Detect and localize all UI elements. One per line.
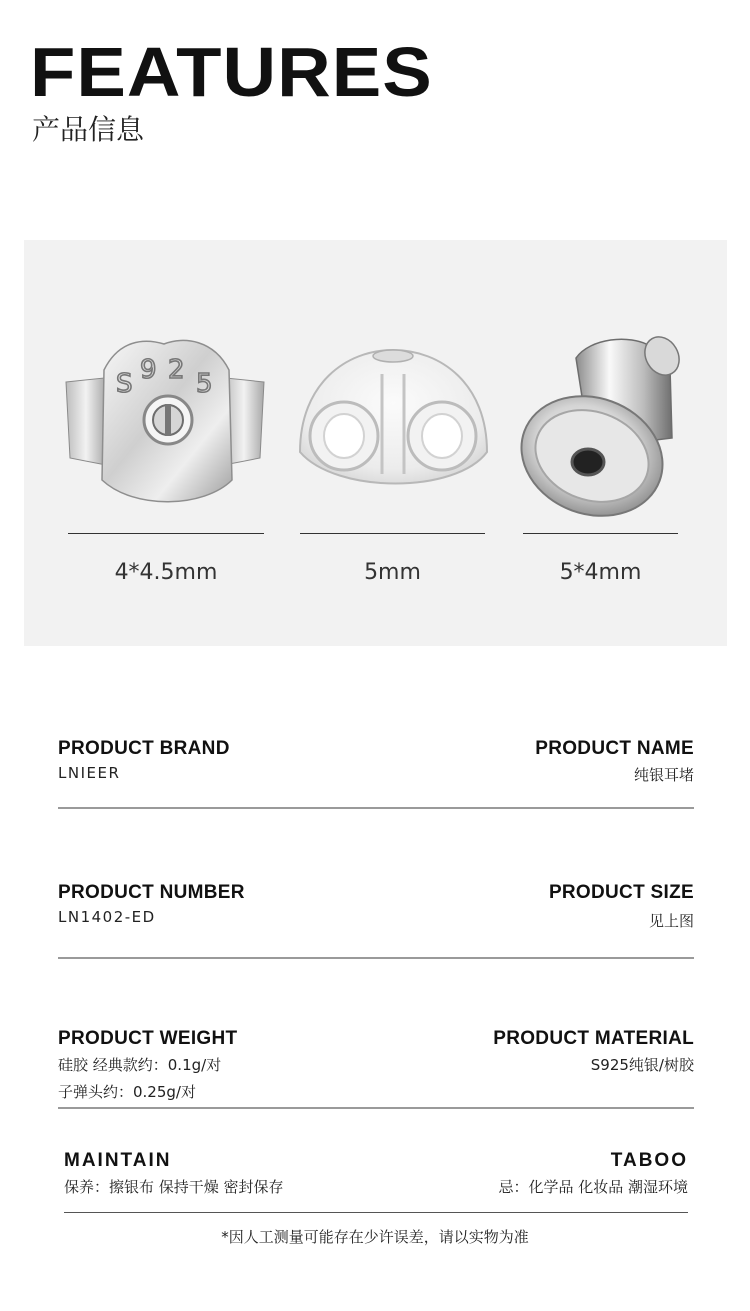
dimension-line-3 xyxy=(523,533,678,534)
size-heading: PRODUCT SIZE xyxy=(548,882,694,903)
dimension-label-1: 4*4.5mm xyxy=(114,560,218,585)
dimension-label-3: 5*4mm xyxy=(559,560,642,585)
product-panel xyxy=(24,240,727,646)
name-heading: PRODUCT NAME xyxy=(535,738,694,759)
page-subtitle: 产品信息 xyxy=(32,113,145,146)
dimension-line-1 xyxy=(68,533,264,534)
divider xyxy=(58,807,694,809)
number-value: LN1402-ED xyxy=(58,908,156,926)
brand-value: LNIEER xyxy=(58,764,121,782)
taboo-value: 忌：化学品 化妆品 潮湿环境 xyxy=(498,1178,688,1196)
size-value: 见上图 xyxy=(648,912,694,930)
butterfly-back-image xyxy=(64,330,269,515)
engraving-2: 2 xyxy=(168,355,185,385)
dimension-label-2: 5mm xyxy=(364,560,421,585)
material-value: S925纯银/树胶 xyxy=(590,1056,694,1074)
page-title: FEATURES xyxy=(30,33,433,111)
barrel-back-image xyxy=(520,328,680,523)
divider xyxy=(58,957,694,959)
taboo-heading: TABOO xyxy=(610,1150,688,1171)
engraving-9: 9 xyxy=(140,355,157,385)
weight-value-bullet: 子弹头约：0.25g/对 xyxy=(58,1083,196,1101)
divider xyxy=(64,1212,688,1213)
silicone-back-image xyxy=(296,344,491,504)
brand-heading: PRODUCT BRAND xyxy=(58,738,230,759)
engraving-s: S xyxy=(116,369,133,399)
measurement-footnote: *因人工测量可能存在少许误差，请以实物为准 xyxy=(221,1228,529,1246)
maintain-heading: MAINTAIN xyxy=(64,1150,172,1171)
number-heading: PRODUCT NUMBER xyxy=(58,882,245,903)
divider xyxy=(58,1107,694,1109)
maintain-value: 保养：擦银布 保持干燥 密封保存 xyxy=(64,1178,284,1196)
name-value: 纯银耳堵 xyxy=(633,766,694,784)
weight-value-silicone: 硅胶 经典款约：0.1g/对 xyxy=(58,1056,222,1074)
dimension-line-2 xyxy=(300,533,485,534)
material-heading: PRODUCT MATERIAL xyxy=(493,1028,694,1049)
engraving-5: 5 xyxy=(196,369,213,399)
weight-heading: PRODUCT WEIGHT xyxy=(58,1028,238,1049)
